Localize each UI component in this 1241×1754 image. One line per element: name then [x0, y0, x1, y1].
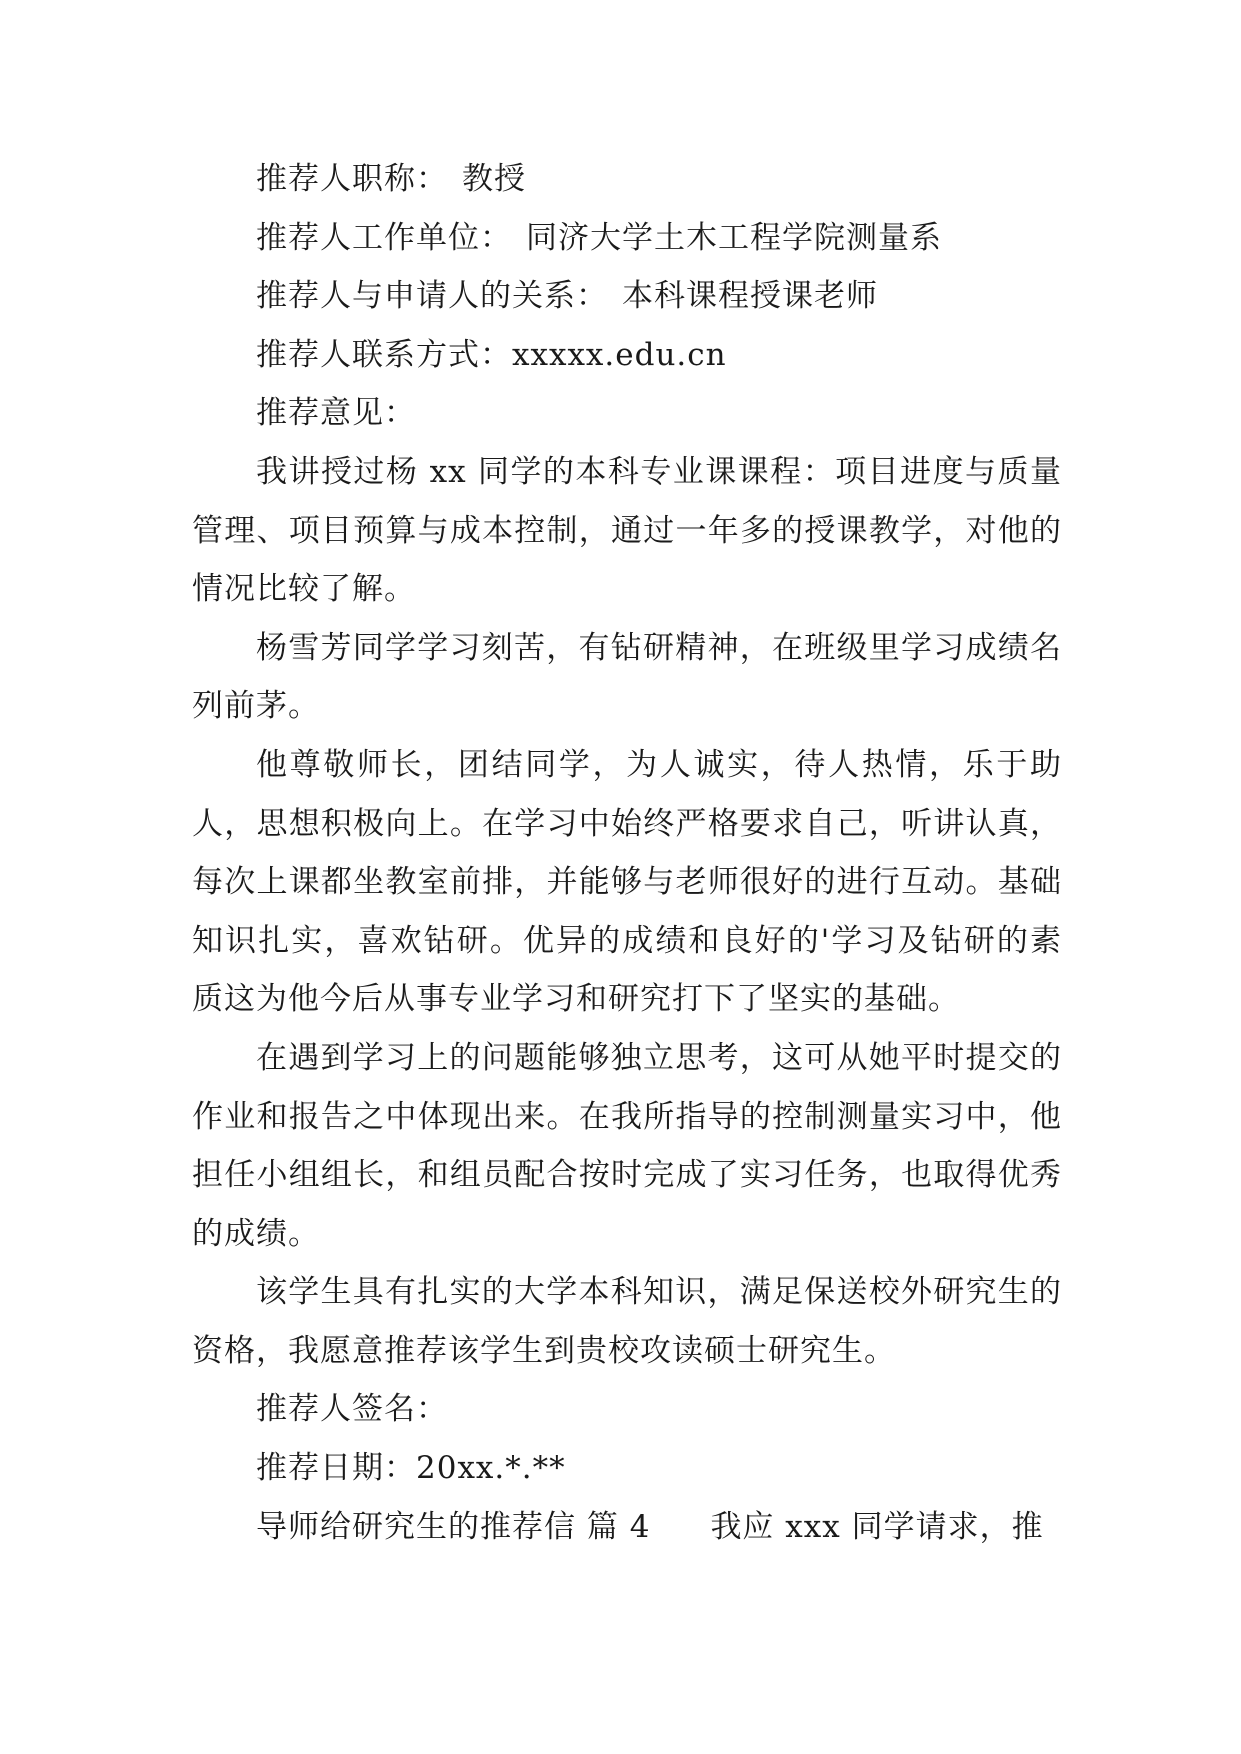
- referee-unit-label: 推荐人工作单位：: [256, 219, 512, 256]
- referee-unit-value: 同济大学土木工程学院测量系: [526, 219, 942, 256]
- paragraph-independence: 在遇到学习上的问题能够独立思考，这可从她平时提交的作业和报告之中体现出来。在我所指导的控制测量实习中，他担任小组组长，和组员配合按时完成了实习任务，也取得优秀的成绩。: [192, 1039, 1062, 1252]
- next-letter-continuation: 我应 xxx 同学请求，推: [710, 1508, 1044, 1545]
- opinion-label: 推荐意见：: [256, 395, 416, 432]
- next-letter-heading: 导师给研究生的推荐信 篇 4: [256, 1508, 651, 1545]
- paragraph-courses: 我讲授过杨 xx 同学的本科专业课课程：项目进度与质量管理、项目预算与成本控制，通过一年多的授课教学，对他的情况比较了解。: [192, 453, 1062, 608]
- next-letter-line: [192, 1498, 1062, 1557]
- referee-relation-value: 本科课程授课老师: [622, 278, 878, 315]
- date-line: [192, 1439, 1062, 1498]
- document-body: [192, 150, 1062, 1556]
- referee-unit-line: [192, 209, 1062, 268]
- paragraph-diligence: 杨雪芳同学学习刻苦，有钻研精神，在班级里学习成绩名列前茅。: [192, 629, 1062, 725]
- paragraph-character: 他尊敬师长，团结同学，为人诚实，待人热情，乐于助人，思想积极向上。在学习中始终严格要求自己，听讲认真，每次上课都坐教室前排，并能够与老师很好的进行互动。基础知识扎实，喜欢钻研。优异的成绩和良好的'学习及钻研的素质这为他今后从事专业学习和研究打下了坚实的基础。: [192, 746, 1062, 1018]
- signature-label: 推荐人签名：: [256, 1391, 448, 1428]
- referee-contact-label: 推荐人联系方式：: [256, 336, 512, 373]
- signature-line: [192, 1380, 1062, 1439]
- referee-relation-line: [192, 267, 1062, 326]
- referee-contact-value: xxxxx.edu.cn: [512, 336, 727, 373]
- referee-title-line: [192, 150, 1062, 209]
- referee-relation-label: 推荐人与申请人的关系：: [256, 278, 608, 315]
- paragraph-recommendation: 该学生具有扎实的大学本科知识，满足保送校外研究生的资格，我愿意推荐该学生到贵校攻读硕士研究生。: [192, 1274, 1062, 1369]
- date-label: 推荐日期：: [256, 1450, 416, 1487]
- date-value: 20xx.*.**: [416, 1450, 566, 1487]
- referee-contact-line: [192, 326, 1062, 385]
- referee-title-value: 教授: [462, 161, 526, 197]
- referee-title-label: 推荐人职称：: [256, 161, 448, 197]
